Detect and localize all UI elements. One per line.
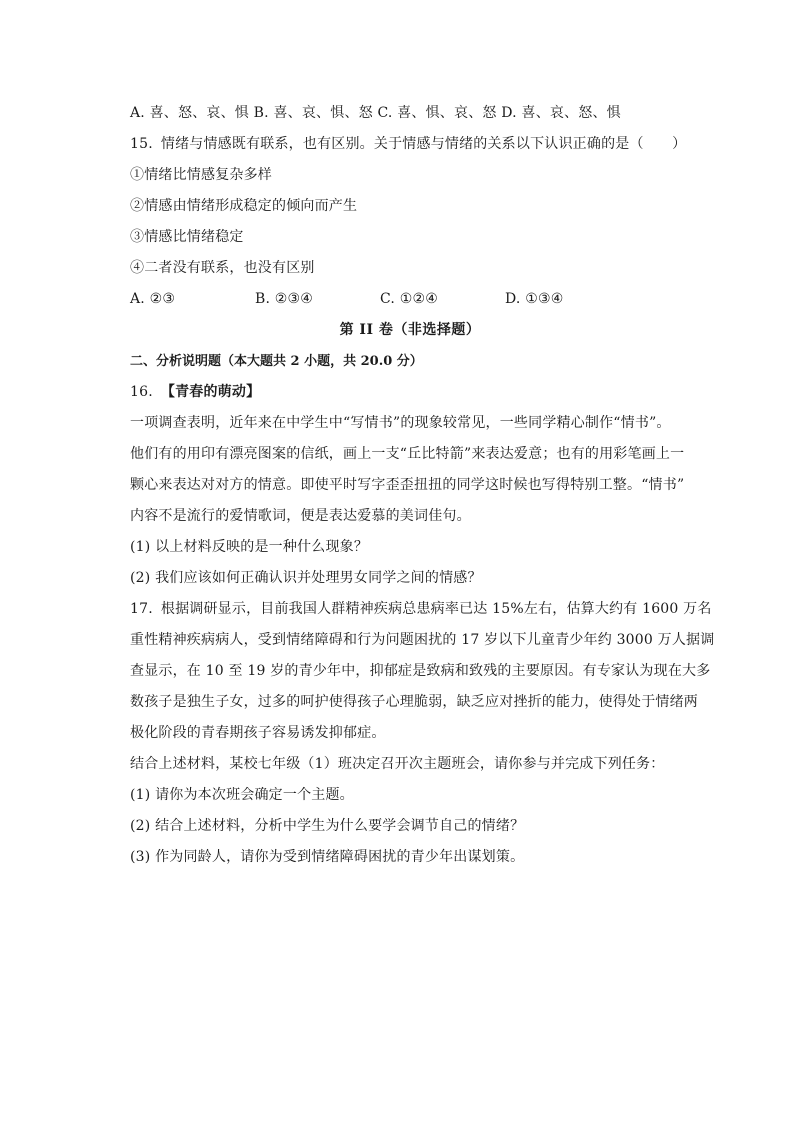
q15-item-1: ①情绪比情感复杂多样 — [130, 167, 272, 183]
q16-material-line-3: 颗心来表达对对方的情意。即使平时写字歪歪扭扭的同学这时候也写得特别工整。“情书” — [130, 477, 685, 493]
q17-first-line — [130, 594, 712, 625]
q17-question-3: (3) 作为同龄人，请你为受到情绪障碍困扰的青少年出谋划策。 — [130, 849, 525, 865]
q15-option-b: B. ②③④ — [255, 291, 314, 307]
q17-question-2: (2) 结合上述材料，分析中学生为什么要学会调节自己的情绪？ — [130, 818, 525, 834]
q17-question-1: (1) 请你为本次班会确定一个主题。 — [130, 787, 354, 803]
q15-option-a: A. ②③ — [130, 291, 176, 307]
exam-page — [130, 98, 715, 873]
q15-stem — [130, 129, 690, 160]
q16-question-1: (1) 以上材料反映的是一种什么现象？ — [130, 539, 369, 555]
q16-number: 16. — [130, 384, 153, 400]
q15-item-4: ④二者没有联系，也没有区别 — [130, 260, 315, 276]
q17-task-intro: 结合上述材料，某校七年级（1）班决定召开次主题班会，请你参与并完成下列任务： — [130, 756, 665, 772]
q16-material-line-2: 他们有的用印有漂亮图案的信纸，画上一支“丘比特箭”来表达爱意；也有的用彩笔画上一 — [130, 446, 685, 462]
q16-material-line-4: 内容不是流行的爱情歌词，便是表达爱慕的美词佳句。 — [130, 508, 471, 524]
q15-stem-text: 情绪与情感既有联系，也有区别。关于情感与情绪的关系以下认识正确的是（ ） — [160, 136, 687, 152]
q16-material-line-1: 一项调查表明，近年来在中学生中“写情书”的现象较常见，一些同学精心制作“情书”。 — [130, 415, 671, 431]
q17-first-line-text: 根据调研显示，目前我国人群精神疾病总患病率已达 15%左右，估算大约有 1600 万名 — [160, 601, 712, 617]
q15-option-c: C. ①②④ — [380, 291, 438, 307]
q15-option-d: D. ①③④ — [505, 291, 564, 307]
q15-item-2: ②情感由情绪形成稳定的倾向而产生 — [130, 198, 358, 214]
q17-number: 17. — [130, 601, 153, 617]
q16-question-2: (2) 我们应该如何正确认识并处理男女同学之间的情感？ — [130, 570, 482, 586]
part2-subtitle: 二、分析说明题（本大题共 2 小题，共 20.0 分） — [130, 354, 423, 369]
q17-material-line-2: 查显示，在 10 至 19 岁的青少年中，抑郁症是致病和致残的主要原因。有专家认为现在大多 — [130, 663, 711, 679]
q14-options: A. 喜、怒、哀、惧 B. 喜、哀、惧、怒 C. 喜、惧、哀、怒 D. 喜、哀、怒、惧 — [130, 105, 621, 121]
q16-heading — [130, 377, 690, 408]
q15-options — [130, 284, 690, 315]
q17-material-line-3: 数孩子是独生子女，过多的呵护使得孩子心理脆弱，缺乏应对挫折的能力，使得处于情绪两 — [130, 694, 698, 710]
q15-number: 15. — [130, 136, 153, 152]
q16-heading-text: 【青春的萌动】 — [160, 384, 261, 400]
q17-material-line-1: 重性精神疾病病人，受到情绪障碍和行为问题困扰的 17 岁以下儿童青少年约 3000 万人据调 — [130, 632, 715, 648]
q15-item-3: ③情感比情绪稳定 — [130, 229, 244, 245]
part2-title: 第 II 卷（非选择题） — [339, 322, 481, 338]
q17-material-line-4: 极化阶段的青春期孩子容易诱发抑郁症。 — [130, 725, 386, 741]
